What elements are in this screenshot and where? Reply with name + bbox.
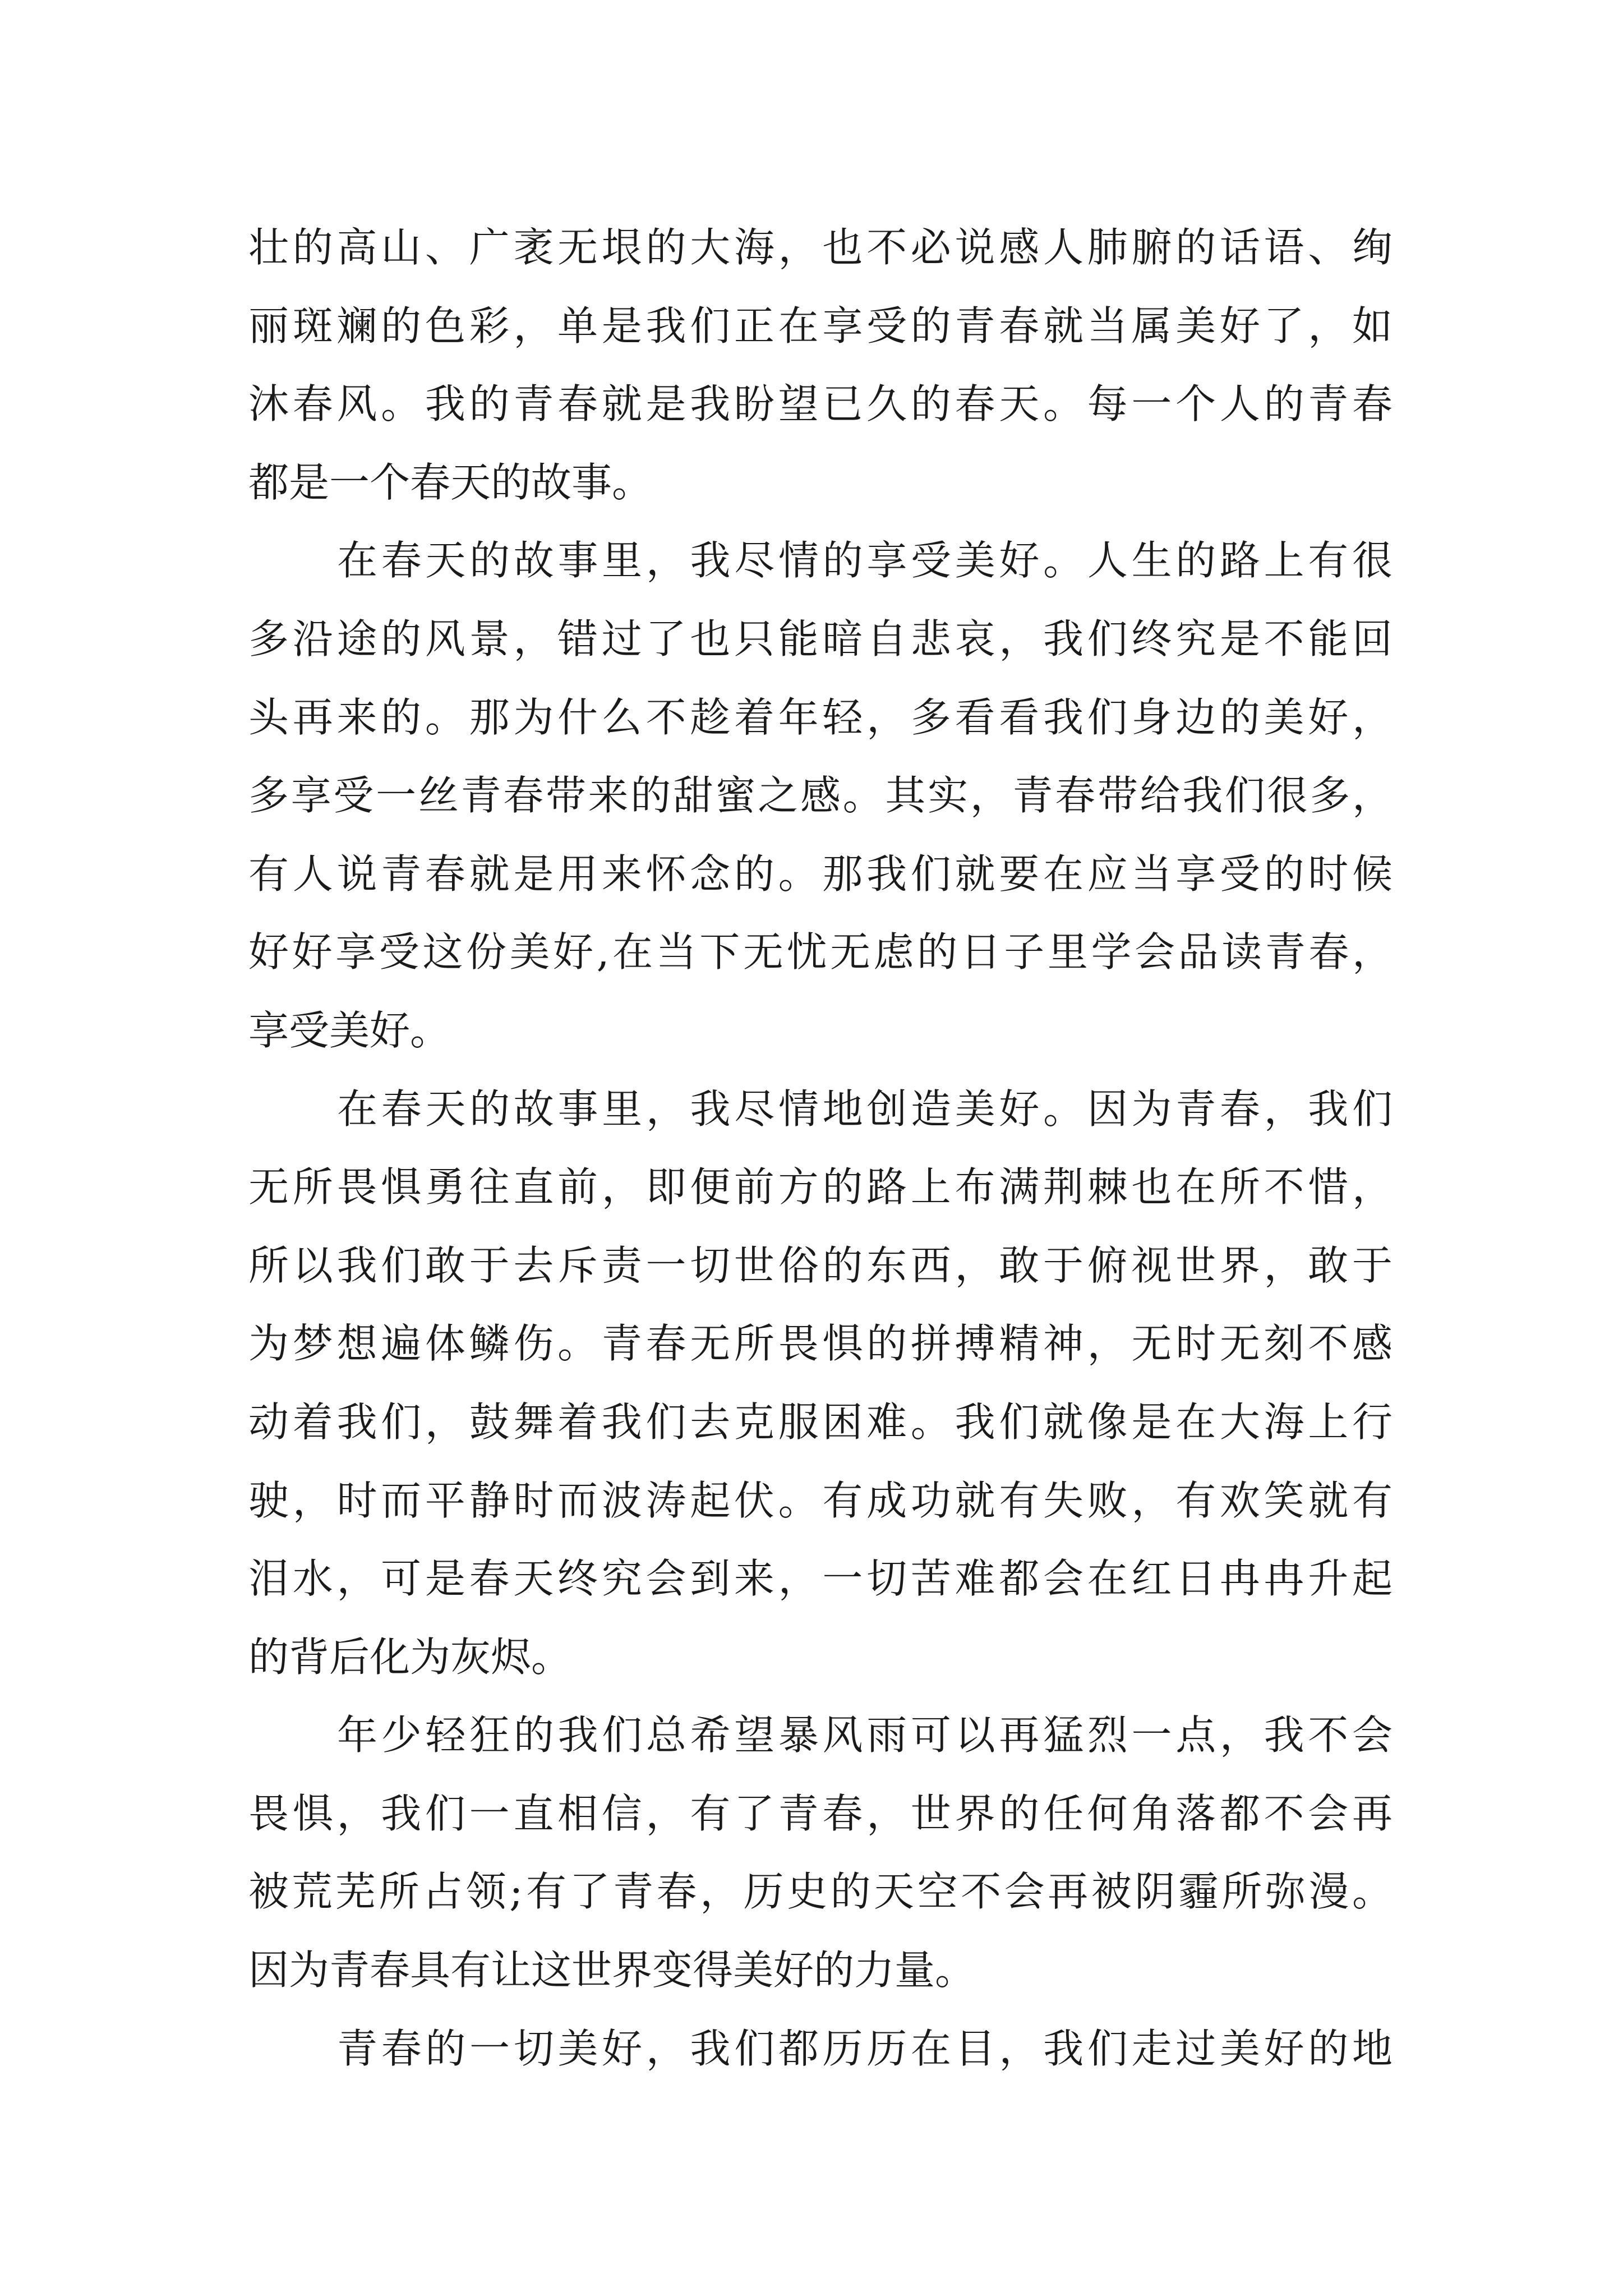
text-line: 都是一个春天的故事。	[248, 458, 653, 506]
text-line: 丽斑斓的色彩，单是我们正在享受的青春就当属美好了，如	[248, 302, 1393, 349]
text-line: 在春天的故事里，我尽情的享受美好。人生的路上有很	[337, 537, 1393, 585]
text-line: 畏惧，我们一直相信，有了青春，世界的任何角落都不会再	[248, 1789, 1393, 1837]
text-line: 年少轻狂的我们总希望暴风雨可以再猛烈一点，我不会	[337, 1711, 1393, 1759]
text-line: 有人说青春就是用来怀念的。那我们就要在应当享受的时候	[248, 850, 1393, 898]
text-line: 享受美好。	[248, 1006, 451, 1054]
text-line: 泪水，可是春天终究会到来，一切苦难都会在红日冉冉升起	[248, 1555, 1393, 1603]
text-line: 多沿途的风景，错过了也只能暗自悲哀，我们终究是不能回	[248, 615, 1393, 662]
text-line: 头再来的。那为什么不趁着年轻，多看看我们身边的美好，	[248, 693, 1393, 741]
text-line: 无所畏惧勇往直前，即便前方的路上布满荆棘也在所不惜，	[248, 1163, 1393, 1211]
text-line: 青春的一切美好，我们都历历在目，我们走过美好的地	[337, 2024, 1393, 2072]
text-line: 壮的高山、广袤无垠的大海，也不必说感人肺腑的话语、绚	[248, 224, 1393, 271]
text-line: 因为青春具有让这世界变得美好的力量。	[248, 1947, 976, 1994]
text-line: 多享受一丝青春带来的甜蜜之感。其实，青春带给我们很多，	[248, 772, 1393, 820]
text-line: 驶，时而平静时而波涛起伏。有成功就有失败，有欢笑就有	[248, 1476, 1393, 1524]
text-line: 被荒芜所占领;有了青春，历史的天空不会再被阴霾所弥漫。	[248, 1868, 1393, 1916]
text-line: 好好享受这份美好,在当下无忧无虑的日子里学会品读青春，	[248, 928, 1393, 976]
text-line: 动着我们，鼓舞着我们去克服困难。我们就像是在大海上行	[248, 1398, 1393, 1446]
text-line: 的背后化为灰烬。	[248, 1633, 572, 1681]
body-text	[248, 209, 1393, 2088]
text-line: 所以我们敢于去斥责一切世俗的东西，敢于俯视世界，敢于	[248, 1241, 1393, 1289]
text-line: 为梦想遍体鳞伤。青春无所畏惧的拼搏精神，无时无刻不感	[248, 1320, 1393, 1368]
text-line: 在春天的故事里，我尽情地创造美好。因为青春，我们	[337, 1085, 1393, 1133]
text-line: 沐春风。我的青春就是我盼望已久的春天。每一个人的青春	[248, 380, 1393, 428]
